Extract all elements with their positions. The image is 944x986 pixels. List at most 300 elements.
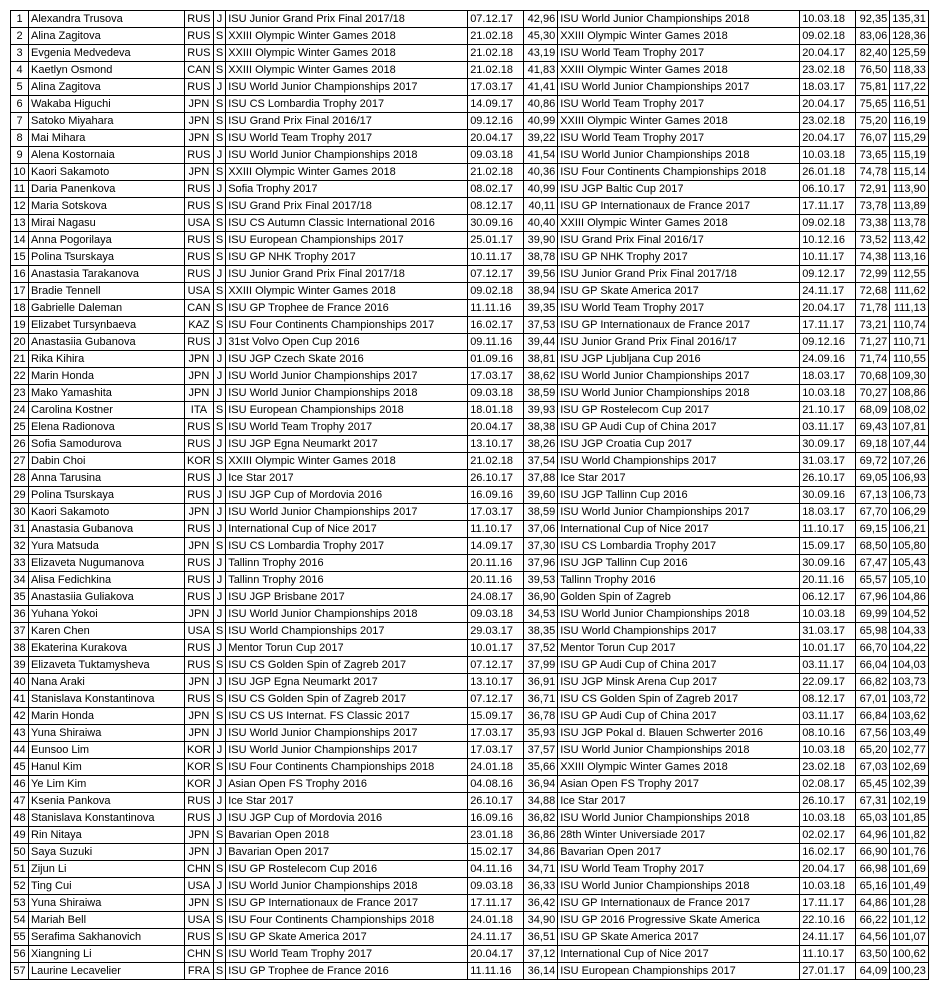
sp-date-cell: 17.03.17 [468,504,524,521]
category-cell: S [213,283,225,300]
sp-event-cell: XXIII Olympic Winter Games 2018 [226,164,468,181]
sp-event-cell: ISU Four Continents Championships 2018 [226,912,468,929]
fs-date-cell: 22.10.16 [800,912,856,929]
sp-score-cell: 38,38 [524,419,558,436]
category-cell: S [213,300,225,317]
sp-score-cell: 38,35 [524,623,558,640]
skater-name-cell: Satoko Miyahara [29,113,185,130]
nation-cell: CAN [185,62,214,79]
category-cell: J [213,793,225,810]
sp-event-cell: ISU World Junior Championships 2017 [226,725,468,742]
total-score-cell: 101,69 [890,861,929,878]
rank-cell: 24 [11,402,29,419]
sp-date-cell: 16.09.16 [468,810,524,827]
fs-date-cell: 17.11.17 [800,317,856,334]
sp-date-cell: 13.10.17 [468,674,524,691]
sp-event-cell: ISU JGP Brisbane 2017 [226,589,468,606]
rank-cell: 52 [11,878,29,895]
skater-name-cell: Kaori Sakamoto [29,164,185,181]
rank-cell: 42 [11,708,29,725]
fs-date-cell: 06.10.17 [800,181,856,198]
skater-name-cell: Marin Honda [29,708,185,725]
total-score-cell: 107,81 [890,419,929,436]
table-row [11,232,929,249]
total-score-cell: 106,29 [890,504,929,521]
sp-date-cell: 29.03.17 [468,623,524,640]
rank-cell: 23 [11,385,29,402]
category-cell: S [213,249,225,266]
skater-name-cell: Mariah Bell [29,912,185,929]
total-score-cell: 103,49 [890,725,929,742]
sp-event-cell: ISU World Junior Championships 2017 [226,79,468,96]
skater-name-cell: Anastasiia Guliakova [29,589,185,606]
rank-cell: 37 [11,623,29,640]
sp-event-cell: ISU GP Rostelecom Cup 2016 [226,861,468,878]
fs-score-cell: 65,20 [856,742,890,759]
nation-cell: CHN [185,946,214,963]
fs-event-cell: ISU GP Skate America 2017 [558,929,800,946]
fs-score-cell: 64,86 [856,895,890,912]
category-cell: S [213,946,225,963]
fs-date-cell: 20.04.17 [800,96,856,113]
skater-name-cell: Yura Matsuda [29,538,185,555]
table-row [11,181,929,198]
skater-name-cell: Anna Tarusina [29,470,185,487]
sp-event-cell: ISU CS Lombardia Trophy 2017 [226,538,468,555]
sp-score-cell: 39,35 [524,300,558,317]
total-score-cell: 104,22 [890,640,929,657]
skater-name-cell: Marin Honda [29,368,185,385]
skater-name-cell: Dabin Choi [29,453,185,470]
fs-score-cell: 73,21 [856,317,890,334]
fs-date-cell: 30.09.16 [800,487,856,504]
category-cell: J [213,878,225,895]
fs-score-cell: 64,09 [856,963,890,980]
sp-date-cell: 09.03.18 [468,878,524,895]
sp-event-cell: XXIII Olympic Winter Games 2018 [226,62,468,79]
sp-event-cell: 31st Volvo Open Cup 2016 [226,334,468,351]
sp-date-cell: 15.02.17 [468,844,524,861]
category-cell: J [213,844,225,861]
total-score-cell: 104,33 [890,623,929,640]
category-cell: S [213,538,225,555]
table-row [11,538,929,555]
total-score-cell: 106,73 [890,487,929,504]
category-cell: J [213,521,225,538]
skater-name-cell: Wakaba Higuchi [29,96,185,113]
total-score-cell: 102,19 [890,793,929,810]
rank-cell: 22 [11,368,29,385]
sp-event-cell: ISU World Junior Championships 2018 [226,385,468,402]
skater-name-cell: Saya Suzuki [29,844,185,861]
sp-score-cell: 39,44 [524,334,558,351]
skater-name-cell: Ekaterina Kurakova [29,640,185,657]
skater-name-cell: Xiangning Li [29,946,185,963]
fs-score-cell: 68,50 [856,538,890,555]
skater-name-cell: Kaetlyn Osmond [29,62,185,79]
total-score-cell: 108,02 [890,402,929,419]
fs-event-cell: ISU GP Internationaux de France 2017 [558,198,800,215]
category-cell: S [213,232,225,249]
sp-score-cell: 39,56 [524,266,558,283]
fs-score-cell: 71,27 [856,334,890,351]
sp-date-cell: 04.11.16 [468,861,524,878]
fs-event-cell: Ice Star 2017 [558,470,800,487]
rank-cell: 45 [11,759,29,776]
sp-event-cell: ISU CS Golden Spin of Zagreb 2017 [226,657,468,674]
nation-cell: RUS [185,487,214,504]
nation-cell: USA [185,912,214,929]
table-row [11,402,929,419]
fs-event-cell: ISU World Team Trophy 2017 [558,45,800,62]
sp-event-cell: ISU World Team Trophy 2017 [226,130,468,147]
rank-cell: 48 [11,810,29,827]
sp-score-cell: 40,99 [524,181,558,198]
fs-event-cell: XXIII Olympic Winter Games 2018 [558,62,800,79]
total-score-cell: 107,26 [890,453,929,470]
rank-cell: 51 [11,861,29,878]
sp-event-cell: Asian Open FS Trophy 2016 [226,776,468,793]
sp-score-cell: 38,26 [524,436,558,453]
category-cell: J [213,147,225,164]
fs-score-cell: 65,57 [856,572,890,589]
fs-event-cell: ISU JGP Pokal d. Blauen Schwerter 2016 [558,725,800,742]
table-row [11,385,929,402]
nation-cell: JPN [185,844,214,861]
sp-event-cell: XXIII Olympic Winter Games 2018 [226,283,468,300]
table-row [11,266,929,283]
total-score-cell: 101,49 [890,878,929,895]
table-row [11,249,929,266]
fs-date-cell: 27.01.17 [800,963,856,980]
nation-cell: RUS [185,181,214,198]
skater-name-cell: Sofia Samodurova [29,436,185,453]
fs-date-cell: 06.12.17 [800,589,856,606]
fs-date-cell: 31.03.17 [800,453,856,470]
skater-name-cell: Yuna Shiraiwa [29,725,185,742]
fs-score-cell: 65,03 [856,810,890,827]
nation-cell: USA [185,878,214,895]
skater-name-cell: Maria Sotskova [29,198,185,215]
fs-date-cell: 03.11.17 [800,657,856,674]
sp-date-cell: 14.09.17 [468,538,524,555]
rank-cell: 30 [11,504,29,521]
table-row [11,759,929,776]
nation-cell: JPN [185,368,214,385]
category-cell: S [213,691,225,708]
sp-score-cell: 37,57 [524,742,558,759]
sp-date-cell: 21.02.18 [468,453,524,470]
skater-name-cell: Alina Zagitova [29,28,185,45]
total-score-cell: 105,80 [890,538,929,555]
category-cell: S [213,861,225,878]
total-score-cell: 115,29 [890,130,929,147]
sp-score-cell: 37,88 [524,470,558,487]
fs-event-cell: ISU World Junior Championships 2018 [558,147,800,164]
table-row [11,606,929,623]
total-score-cell: 105,10 [890,572,929,589]
sp-event-cell: ISU JGP Egna Neumarkt 2017 [226,674,468,691]
table-row [11,351,929,368]
total-score-cell: 128,36 [890,28,929,45]
fs-date-cell: 17.11.17 [800,198,856,215]
total-score-cell: 113,89 [890,198,929,215]
sp-event-cell: ISU GP Skate America 2017 [226,929,468,946]
skater-name-cell: Elizabet Tursynbaeva [29,317,185,334]
fs-score-cell: 68,09 [856,402,890,419]
category-cell: J [213,181,225,198]
skater-name-cell: Evgenia Medvedeva [29,45,185,62]
sp-score-cell: 36,42 [524,895,558,912]
nation-cell: RUS [185,657,214,674]
nation-cell: USA [185,623,214,640]
total-score-cell: 103,73 [890,674,929,691]
sp-score-cell: 41,41 [524,79,558,96]
fs-score-cell: 66,04 [856,657,890,674]
rank-cell: 11 [11,181,29,198]
fs-event-cell: ISU World Junior Championships 2018 [558,11,800,28]
skater-name-cell: Stanislava Konstantinova [29,691,185,708]
skater-name-cell: Polina Tsurskaya [29,249,185,266]
fs-score-cell: 70,68 [856,368,890,385]
sp-score-cell: 36,94 [524,776,558,793]
table-row [11,300,929,317]
rank-cell: 10 [11,164,29,181]
sp-score-cell: 36,33 [524,878,558,895]
category-cell: J [213,266,225,283]
total-score-cell: 111,13 [890,300,929,317]
category-cell: S [213,28,225,45]
fs-event-cell: ISU GP Audi Cup of China 2017 [558,419,800,436]
fs-date-cell: 09.12.17 [800,266,856,283]
fs-event-cell: ISU World Championships 2017 [558,623,800,640]
sp-date-cell: 08.12.17 [468,198,524,215]
sp-date-cell: 24.11.17 [468,929,524,946]
sp-event-cell: ISU World Junior Championships 2017 [226,504,468,521]
nation-cell: JPN [185,164,214,181]
sp-date-cell: 11.10.17 [468,521,524,538]
category-cell: J [213,742,225,759]
table-row [11,96,929,113]
table-row [11,215,929,232]
total-score-cell: 135,31 [890,11,929,28]
fs-date-cell: 03.11.17 [800,419,856,436]
rank-cell: 1 [11,11,29,28]
nation-cell: RUS [185,555,214,572]
sp-score-cell: 40,11 [524,198,558,215]
sp-date-cell: 17.03.17 [468,368,524,385]
category-cell: J [213,776,225,793]
rank-cell: 3 [11,45,29,62]
fs-score-cell: 64,56 [856,929,890,946]
sp-event-cell: Tallinn Trophy 2016 [226,572,468,589]
category-cell: J [213,504,225,521]
rank-cell: 26 [11,436,29,453]
skater-name-cell: Anastasia Tarakanova [29,266,185,283]
fs-score-cell: 66,98 [856,861,890,878]
sp-score-cell: 37,06 [524,521,558,538]
total-score-cell: 113,90 [890,181,929,198]
sp-score-cell: 40,99 [524,113,558,130]
category-cell: J [213,368,225,385]
sp-date-cell: 16.09.16 [468,487,524,504]
sp-score-cell: 41,83 [524,62,558,79]
table-row [11,45,929,62]
nation-cell: JPN [185,538,214,555]
nation-cell: JPN [185,113,214,130]
skater-name-cell: Hanul Kim [29,759,185,776]
rank-cell: 33 [11,555,29,572]
sp-date-cell: 20.04.17 [468,419,524,436]
category-cell: S [213,113,225,130]
rank-cell: 34 [11,572,29,589]
fs-date-cell: 22.09.17 [800,674,856,691]
sp-score-cell: 34,53 [524,606,558,623]
nation-cell: KOR [185,759,214,776]
skater-name-cell: Alexandra Trusova [29,11,185,28]
nation-cell: JPN [185,96,214,113]
nation-cell: RUS [185,45,214,62]
sp-date-cell: 09.11.16 [468,334,524,351]
sp-date-cell: 17.03.17 [468,742,524,759]
fs-date-cell: 10.11.17 [800,249,856,266]
sp-score-cell: 45,30 [524,28,558,45]
table-row [11,929,929,946]
category-cell: S [213,912,225,929]
sp-event-cell: Bavarian Open 2018 [226,827,468,844]
nation-cell: RUS [185,232,214,249]
total-score-cell: 103,72 [890,691,929,708]
table-row [11,113,929,130]
fs-score-cell: 66,70 [856,640,890,657]
fs-event-cell: ISU JGP Minsk Arena Cup 2017 [558,674,800,691]
total-score-cell: 103,62 [890,708,929,725]
fs-event-cell: ISU European Championships 2017 [558,963,800,980]
sp-date-cell: 07.12.17 [468,11,524,28]
total-score-cell: 108,86 [890,385,929,402]
sp-score-cell: 36,91 [524,674,558,691]
fs-event-cell: ISU GP Internationaux de France 2017 [558,895,800,912]
fs-event-cell: ISU World Junior Championships 2017 [558,79,800,96]
table-row [11,895,929,912]
sp-score-cell: 34,88 [524,793,558,810]
rank-cell: 17 [11,283,29,300]
sp-event-cell: XXIII Olympic Winter Games 2018 [226,453,468,470]
table-row [11,283,929,300]
nation-cell: RUS [185,147,214,164]
fs-score-cell: 71,74 [856,351,890,368]
fs-score-cell: 69,99 [856,606,890,623]
table-row [11,453,929,470]
sp-date-cell: 01.09.16 [468,351,524,368]
rank-cell: 2 [11,28,29,45]
table-row [11,79,929,96]
table-row [11,725,929,742]
fs-score-cell: 73,65 [856,147,890,164]
sp-event-cell: Ice Star 2017 [226,793,468,810]
category-cell: S [213,130,225,147]
skater-name-cell: Rika Kihira [29,351,185,368]
fs-score-cell: 64,96 [856,827,890,844]
total-score-cell: 115,14 [890,164,929,181]
sp-score-cell: 37,30 [524,538,558,555]
sp-score-cell: 36,71 [524,691,558,708]
fs-date-cell: 16.02.17 [800,844,856,861]
fs-date-cell: 02.08.17 [800,776,856,793]
category-cell: S [213,708,225,725]
sp-date-cell: 15.09.17 [468,708,524,725]
total-score-cell: 118,33 [890,62,929,79]
skater-name-cell: Anastasiia Gubanova [29,334,185,351]
fs-score-cell: 76,07 [856,130,890,147]
fs-event-cell: ISU Grand Prix Final 2016/17 [558,232,800,249]
table-row [11,11,929,28]
sp-date-cell: 09.12.16 [468,113,524,130]
fs-score-cell: 74,78 [856,164,890,181]
fs-event-cell: ISU JGP Ljubljana Cup 2016 [558,351,800,368]
category-cell: J [213,351,225,368]
fs-date-cell: 10.03.18 [800,878,856,895]
fs-score-cell: 65,98 [856,623,890,640]
table-row [11,62,929,79]
rank-cell: 50 [11,844,29,861]
skater-name-cell: Mai Mihara [29,130,185,147]
skater-name-cell: Anastasia Gubanova [29,521,185,538]
sp-event-cell: ISU World Junior Championships 2018 [226,147,468,164]
sp-event-cell: ISU Four Continents Championships 2018 [226,759,468,776]
rank-cell: 28 [11,470,29,487]
sp-event-cell: ISU European Championships 2018 [226,402,468,419]
sp-event-cell: ISU JGP Cup of Mordovia 2016 [226,810,468,827]
sp-date-cell: 24.01.18 [468,912,524,929]
fs-date-cell: 20.04.17 [800,45,856,62]
fs-event-cell: ISU JGP Tallinn Cup 2016 [558,487,800,504]
sp-event-cell: International Cup of Nice 2017 [226,521,468,538]
sp-date-cell: 11.11.16 [468,963,524,980]
nation-cell: JPN [185,674,214,691]
nation-cell: JPN [185,351,214,368]
rank-cell: 36 [11,606,29,623]
sp-score-cell: 36,82 [524,810,558,827]
skater-name-cell: Elizaveta Nugumanova [29,555,185,572]
category-cell: S [213,623,225,640]
category-cell: J [213,436,225,453]
fs-date-cell: 03.11.17 [800,708,856,725]
nation-cell: RUS [185,249,214,266]
sp-date-cell: 07.12.17 [468,657,524,674]
category-cell: S [213,45,225,62]
fs-score-cell: 92,35 [856,11,890,28]
total-score-cell: 115,19 [890,147,929,164]
fs-event-cell: ISU GP Internationaux de France 2017 [558,317,800,334]
category-cell: S [213,759,225,776]
fs-date-cell: 26.10.17 [800,793,856,810]
category-cell: J [213,555,225,572]
table-row [11,810,929,827]
rank-cell: 14 [11,232,29,249]
fs-date-cell: 02.02.17 [800,827,856,844]
total-score-cell: 107,44 [890,436,929,453]
skater-name-cell: Yuhana Yokoi [29,606,185,623]
nation-cell: RUS [185,793,214,810]
total-score-cell: 112,55 [890,266,929,283]
fs-score-cell: 71,78 [856,300,890,317]
rank-cell: 41 [11,691,29,708]
rank-cell: 13 [11,215,29,232]
nation-cell: RUS [185,79,214,96]
sp-score-cell: 38,94 [524,283,558,300]
fs-event-cell: ISU World Championships 2017 [558,453,800,470]
